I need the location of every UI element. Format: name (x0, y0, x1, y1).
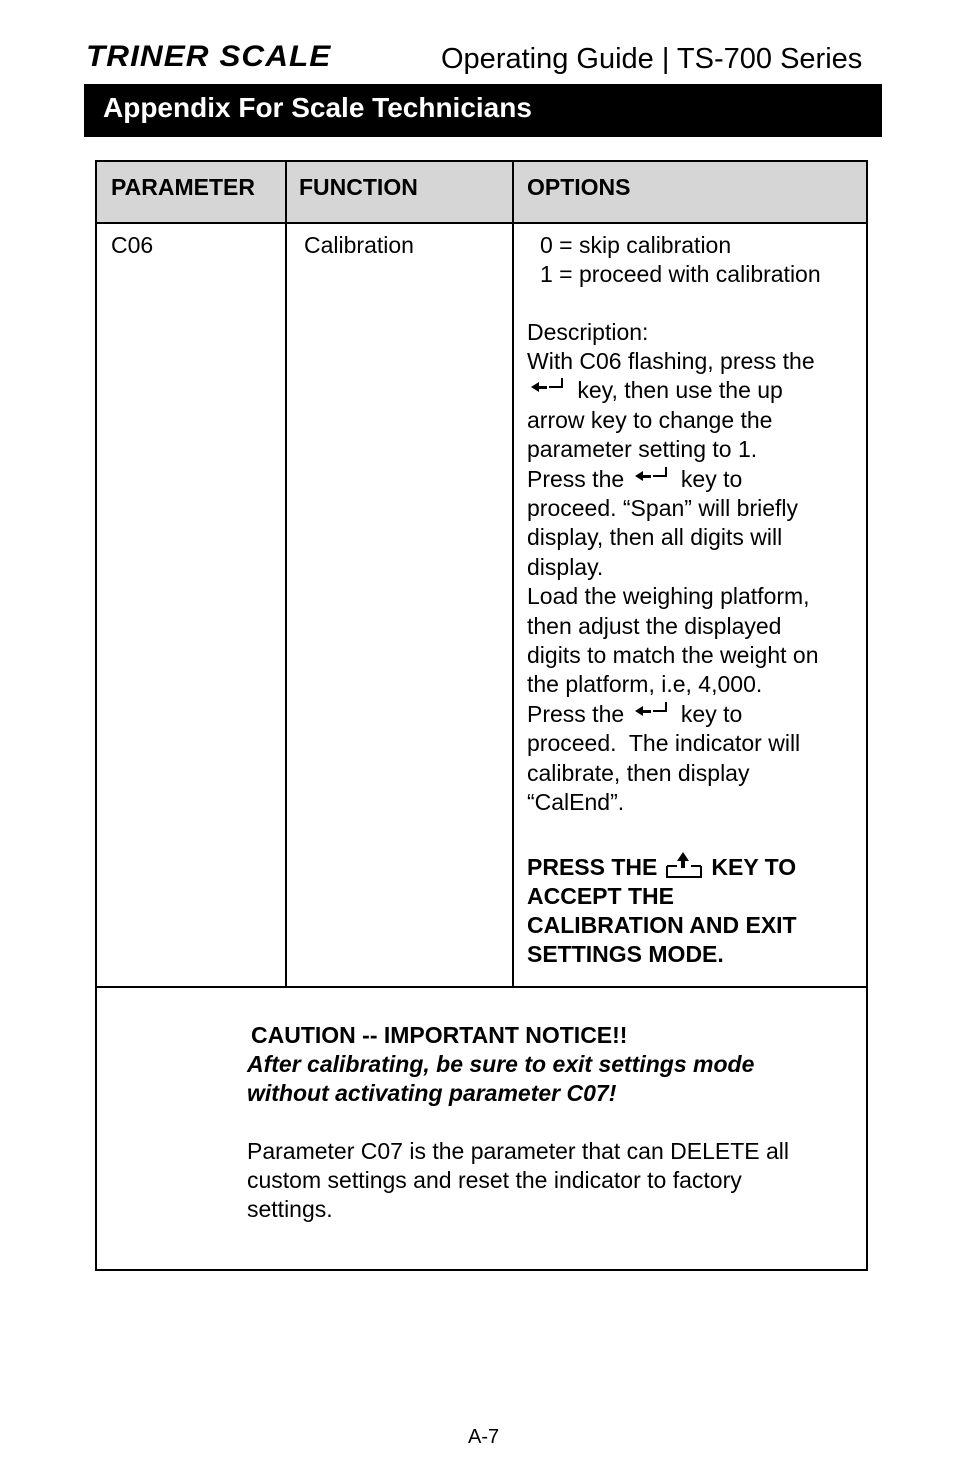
column-header-function: FUNCTION (299, 174, 418, 200)
enter-key-icon (631, 467, 671, 481)
enter-key-icon (527, 378, 567, 392)
caution-title: CAUTION -- IMPORTANT NOTICE!! (251, 1022, 628, 1048)
description-part: key, then use the up arrow key to change the parameter setting to 1. Press the (527, 377, 783, 492)
table-header-row (97, 162, 866, 224)
brand-logo: TRINER SCALE (86, 40, 332, 73)
column-divider (512, 162, 514, 988)
description-part: With C06 flashing, press the (527, 348, 815, 374)
page-number: A-7 (468, 1426, 500, 1448)
column-header-options: OPTIONS (527, 174, 631, 200)
description-label: Description: (527, 319, 649, 345)
accept-instruction (527, 852, 797, 969)
caution-warning: After calibrating, be sure to exit settings mode without activating parameter C07! (247, 1051, 755, 1106)
options-list (540, 231, 821, 289)
description-block (527, 318, 819, 818)
guide-title: Operating Guide | TS-700 Series (441, 43, 863, 75)
caution-notice (247, 1021, 789, 1224)
parameter-table (95, 160, 868, 1271)
function-cell: Calibration (304, 232, 414, 258)
option-item: 1 = proceed with calibration (540, 261, 821, 287)
column-divider (285, 162, 287, 988)
section-bar (84, 84, 882, 137)
accept-instruction-prefix: PRESS THE (527, 854, 658, 880)
up-key-icon (665, 852, 703, 880)
caution-body: Parameter C07 is the parameter that can DELETE all custom settings and reset the indicator to factory settings. (247, 1138, 790, 1222)
column-header-parameter: PARAMETER (111, 174, 255, 200)
parameter-cell: C06 (111, 232, 154, 258)
description-text (527, 347, 819, 818)
row-divider (97, 986, 866, 988)
section-title: Appendix For Scale Technicians (103, 92, 532, 123)
enter-key-icon (631, 702, 671, 716)
description-part: key to proceed. The indicator will calibrate, then display “CalEnd”. (527, 700, 801, 816)
description-part: key to proceed. “Span” will briefly display, then all digits will display. Load the weighing platform, then adjust the displayed digits to match the weight on the platform, i.e, 4,000. Press the (527, 465, 819, 727)
accept-instruction-text: KEY TO ACCEPT THE CALIBRATION AND EXIT SETTINGS MODE. (527, 854, 797, 967)
option-item: 0 = skip calibration (540, 232, 732, 258)
